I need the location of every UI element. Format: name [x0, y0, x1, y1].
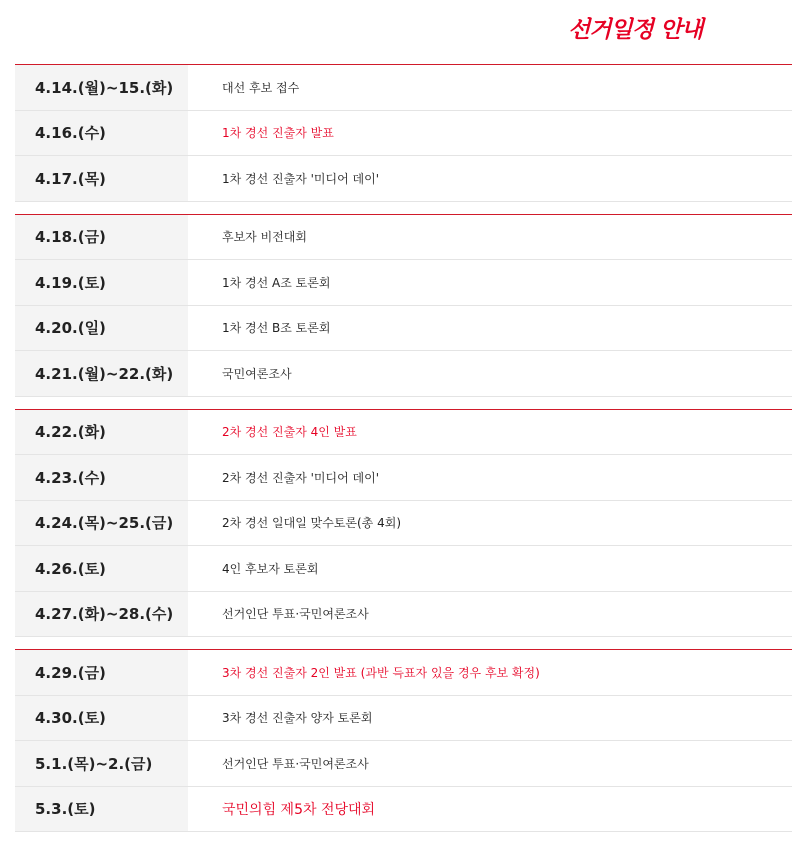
schedule-row: [15, 501, 792, 547]
schedule-group-3: [15, 409, 792, 638]
schedule-row: [15, 546, 792, 592]
schedule-event: 1차 경선 B조 토론회: [222, 321, 331, 336]
schedule-row: [15, 306, 792, 352]
schedule-date: 5.3.(토): [15, 787, 188, 832]
schedule-row: [15, 351, 792, 397]
schedule-date: 4.23.(수): [15, 455, 188, 500]
schedule-event: 1차 경선 A조 토론회: [222, 275, 331, 290]
schedule-date: 4.27.(화)~28.(수): [15, 592, 188, 637]
schedule-date: 5.1.(목)~2.(금): [15, 741, 188, 786]
schedule-event: 대선 후보 접수: [222, 80, 300, 95]
schedule-row: [15, 741, 792, 787]
schedule-date: 4.20.(일): [15, 306, 188, 351]
schedule-date: 4.26.(토): [15, 546, 188, 591]
schedule-event: 선거인단 투표·국민여론조사: [222, 607, 369, 622]
schedule-row: [15, 650, 792, 696]
schedule-date: 4.30.(토): [15, 696, 188, 741]
schedule-group-4: [15, 649, 792, 832]
schedule-row: [15, 455, 792, 501]
schedule-row: [15, 156, 792, 202]
schedule-event: 1차 경선 진출자 '미디어 데이': [222, 171, 380, 186]
schedule-date: 4.17.(목): [15, 156, 188, 201]
schedule-table: [15, 64, 792, 844]
schedule-event: 2차 경선 일대일 맞수토론(총 4회): [222, 516, 401, 531]
schedule-row: [15, 260, 792, 306]
schedule-row: [15, 592, 792, 638]
schedule-event-highlight: 2차 경선 진출자 4인 발표: [222, 425, 357, 440]
schedule-event: 3차 경선 진출자 양자 토론회: [222, 711, 373, 726]
page-title: 선거일정 안내: [568, 17, 703, 43]
schedule-row: [15, 787, 792, 833]
schedule-row: [15, 65, 792, 111]
schedule-row: [15, 111, 792, 157]
schedule-event-highlight: 국민의힘 제5차 전당대회: [222, 801, 376, 818]
schedule-event-highlight: 3차 경선 진출자 2인 발표 (과반 득표자 있을 경우 후보 확정): [222, 665, 540, 680]
schedule-row: [15, 696, 792, 742]
schedule-group-1: [15, 64, 792, 202]
schedule-date: 4.22.(화): [15, 410, 188, 455]
schedule-group-2: [15, 214, 792, 397]
schedule-date: 4.24.(목)~25.(금): [15, 501, 188, 546]
schedule-event: 후보자 비전대회: [222, 230, 307, 245]
schedule-event: 4인 후보자 토론회: [222, 561, 319, 576]
schedule-event-highlight: 1차 경선 진출자 발표: [222, 126, 334, 141]
schedule-row: [15, 215, 792, 261]
schedule-event: 선거인단 투표·국민여론조사: [222, 756, 369, 771]
schedule-event: 국민여론조사: [222, 366, 292, 381]
schedule-row: [15, 410, 792, 456]
schedule-date: 4.29.(금): [15, 650, 188, 695]
schedule-date: 4.19.(토): [15, 260, 188, 305]
schedule-date: 4.14.(월)~15.(화): [15, 65, 188, 110]
schedule-date: 4.18.(금): [15, 215, 188, 260]
schedule-event: 2차 경선 진출자 '미디어 데이': [222, 470, 380, 485]
schedule-date: 4.16.(수): [15, 111, 188, 156]
schedule-date: 4.21.(월)~22.(화): [15, 351, 188, 396]
